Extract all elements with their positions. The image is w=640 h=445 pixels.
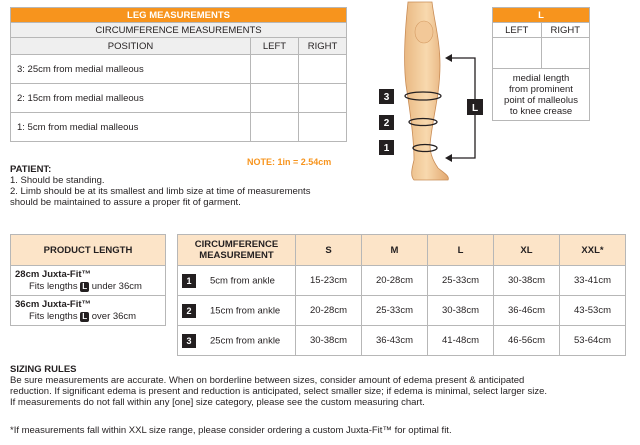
length-right-header: RIGHT [541, 23, 590, 38]
length-description-line: point of malleolus [504, 94, 578, 106]
size-cell: 25-33cm [428, 266, 494, 296]
size-cell: 20-28cm [362, 266, 428, 296]
length-condition: under 36cm [91, 280, 142, 292]
size-xl-header: XL [494, 235, 560, 266]
length-description-line: medial length [512, 72, 570, 84]
product-name: 28cm Juxta-Fit™ [15, 268, 92, 280]
length-marker: L [471, 103, 479, 114]
circumference-position-cell [178, 266, 296, 296]
size-cell: 30-38cm [494, 266, 560, 296]
position-column-header: POSITION [11, 38, 251, 55]
length-badge: L [82, 311, 88, 321]
left-entry-cell[interactable] [251, 113, 299, 142]
size-cell: 43-53cm [560, 296, 626, 326]
sizing-rules-line: reduction. If significant edema is present and reduction is anticipated, select smaller size; if edema is minimal, select larger size. [10, 386, 547, 397]
leg-diagram [370, 0, 490, 185]
product-length-item [11, 296, 166, 326]
table-row [178, 266, 626, 296]
length-description-line: from prominent [509, 83, 573, 95]
size-l-header: L [428, 235, 494, 266]
position-label: 15cm from ankle [210, 305, 281, 317]
fits-lengths-label: Fits lengths [29, 310, 78, 322]
position-cell: 2: 15cm from medial malleous [11, 84, 251, 113]
sizing-rules-title: SIZING RULES [10, 364, 77, 375]
patient-title: PATIENT: [10, 164, 52, 175]
size-s-header: S [296, 235, 362, 266]
size-cell: 41-48cm [428, 326, 494, 356]
position-label: 5cm from ankle [210, 275, 275, 287]
left-column-header: LEFT [251, 38, 299, 55]
table-row [11, 266, 166, 296]
marker-1: 1 [383, 143, 390, 154]
table-row [11, 84, 347, 113]
sizing-rules-line: Be sure measurements are accurate. When on borderline between sizes, consider amount of edema present & anticipated [10, 375, 525, 386]
table-row [178, 296, 626, 326]
right-column-header: RIGHT [299, 38, 347, 55]
patient-line: 2. Limb should be at its smallest and limb size at time of measurements [10, 186, 311, 197]
length-table-title: L [493, 8, 590, 23]
marker-2: 2 [383, 118, 390, 129]
sizing-rules-line: If measurements do not fall within any [one] size category, please see the custom measuring chart. [10, 397, 425, 408]
circumference-position-cell [178, 326, 296, 356]
position-label: 25cm from ankle [210, 335, 281, 347]
size-cell: 33-41cm [560, 266, 626, 296]
table-row [11, 296, 166, 326]
size-m-header: M [362, 235, 428, 266]
marker-3: 3 [383, 92, 390, 103]
right-entry-cell[interactable] [299, 84, 347, 113]
product-length-table [10, 234, 166, 326]
circumference-header: CIRCUMFERENCE MEASUREMENT [178, 235, 296, 266]
size-cell: 15-23cm [296, 266, 362, 296]
patient-line: should be maintained to assure a proper fit of garment. [10, 197, 241, 208]
length-table [492, 7, 590, 121]
circumference-subtitle: CIRCUMFERENCE MEASUREMENTS [11, 23, 347, 38]
length-description-line: to knee crease [509, 105, 573, 117]
position-number: 2 [182, 304, 196, 318]
arrow-head-bottom [445, 154, 452, 162]
position-cell: 3: 25cm from medial malleous [11, 55, 251, 84]
length-left-entry[interactable] [493, 38, 542, 69]
patient-instructions [10, 164, 310, 208]
fits-lengths-label: Fits lengths [29, 280, 78, 292]
patient-line: 1. Should be standing. [10, 175, 105, 186]
size-cell: 53-64cm [560, 326, 626, 356]
sizing-rules [10, 364, 625, 408]
right-entry-cell[interactable] [299, 55, 347, 84]
left-entry-cell[interactable] [251, 84, 299, 113]
product-name: 36cm Juxta-Fit™ [15, 298, 92, 310]
size-cell: 30-38cm [428, 296, 494, 326]
length-left-header: LEFT [493, 23, 542, 38]
leg-measurements-table [10, 7, 347, 142]
knee-shape [415, 21, 433, 43]
table-row [11, 55, 347, 84]
length-description [493, 69, 590, 121]
length-condition: over 36cm [91, 310, 137, 322]
xxl-footnote: *If measurements fall within XXL size range, please consider ordering a custom Juxta-Fit™ for optimal fit. [10, 425, 452, 436]
size-cell: 36-43cm [362, 326, 428, 356]
left-entry-cell[interactable] [251, 55, 299, 84]
product-length-item [11, 266, 166, 296]
position-cell: 1: 5cm from medial malleous [11, 113, 251, 142]
size-xxl-header: XXL* [560, 235, 626, 266]
length-right-entry[interactable] [541, 38, 590, 69]
conversion-note: NOTE: 1in = 2.54cm [247, 157, 332, 167]
table-row [178, 326, 626, 356]
size-cell: 20-28cm [296, 296, 362, 326]
size-cell: 30-38cm [296, 326, 362, 356]
size-cell: 36-46cm [494, 296, 560, 326]
product-length-header: PRODUCT LENGTH [11, 235, 166, 266]
length-badge: L [82, 281, 88, 291]
size-cell: 46-56cm [494, 326, 560, 356]
leg-measurements-title: LEG MEASUREMENTS [11, 8, 347, 23]
size-table [177, 234, 626, 356]
arrow-head-top [445, 54, 452, 62]
position-number: 3 [182, 334, 196, 348]
right-entry-cell[interactable] [299, 113, 347, 142]
table-row [11, 113, 347, 142]
size-cell: 25-33cm [362, 296, 428, 326]
circumference-position-cell [178, 296, 296, 326]
position-number: 1 [182, 274, 196, 288]
